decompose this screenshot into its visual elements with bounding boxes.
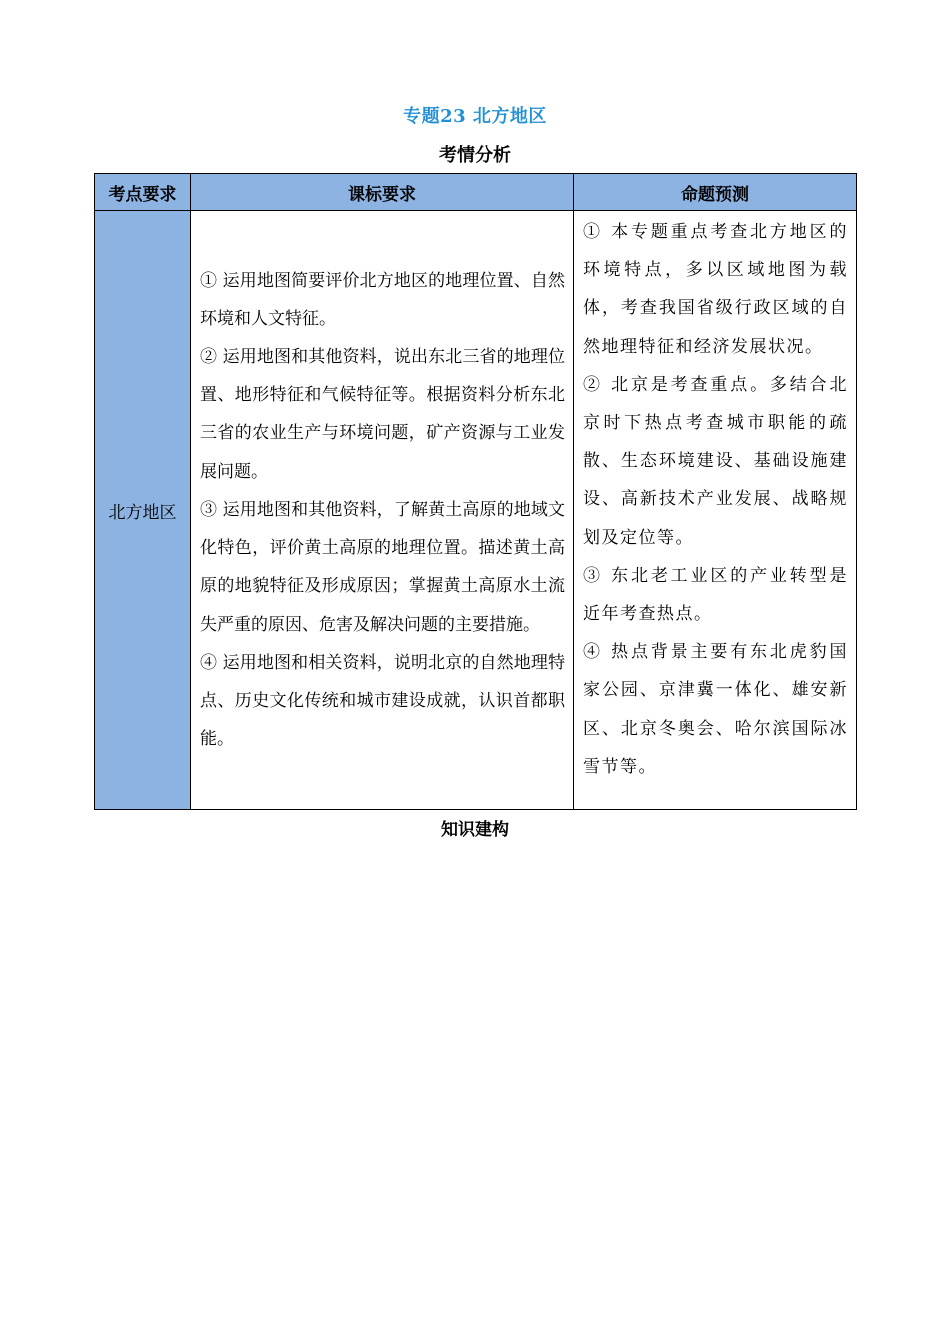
prediction-item: ① 本专题重点考查北方地区的环境特点，多以区域地图为载体，考查我国省级行政区域的自然地理特征和经济发展状况。 [583,222,848,357]
page-title: 专题23 北方地区 [403,106,547,127]
table-header-row [95,174,857,211]
table-row [95,211,857,810]
requirement-item: ② 运用地图和其他资料，说出东北三省的地理位置、地形特征和气候特征等。根据资料分析东北三省的农业生产与环境问题，矿产资源与工业发展问题。 [200,347,565,482]
prediction-item: ③ 东北老工业区的产业转型是近年考查热点。 [583,565,848,625]
prediction-item: ② 北京是考查重点。多结合北京时下热点考查城市职能的疏散、生态环境建设、基础设施建设、高新技术产业发展、战略规划及定位等。 [583,374,848,548]
header-cell-requirements: 课标要求 [191,174,574,211]
header-cell-predictions: 命题预测 [574,174,857,211]
requirement-item: ③ 运用地图和其他资料，了解黄土高原的地域文化特色，评价黄土高原的地理位置。描述黄土高原的地貌特征及形成原因；掌握黄土高原水土流失严重的原因、危害及解决问题的主要措施。 [200,499,565,635]
section-heading-analysis: 考情分析 [439,145,511,166]
topic-cell: 北方地区 [95,211,191,810]
requirement-item: ④ 运用地图和相关资料，说明北京的自然地理特点、历史文化传统和城市建设成就，认识首都职能。 [200,652,565,750]
section-heading-knowledge: 知识建构 [441,820,509,840]
predictions-cell [574,211,857,810]
exam-analysis-table [94,173,857,810]
requirements-cell [191,211,574,810]
prediction-item: ④ 热点背景主要有东北虎豹国家公园、京津冀一体化、雄安新区、北京冬奥会、哈尔滨国际冰雪节等。 [583,642,848,777]
header-cell-topic: 考点要求 [95,174,191,211]
requirement-item: ① 运用地图简要评价北方地区的地理位置、自然环境和人文特征。 [200,270,565,329]
